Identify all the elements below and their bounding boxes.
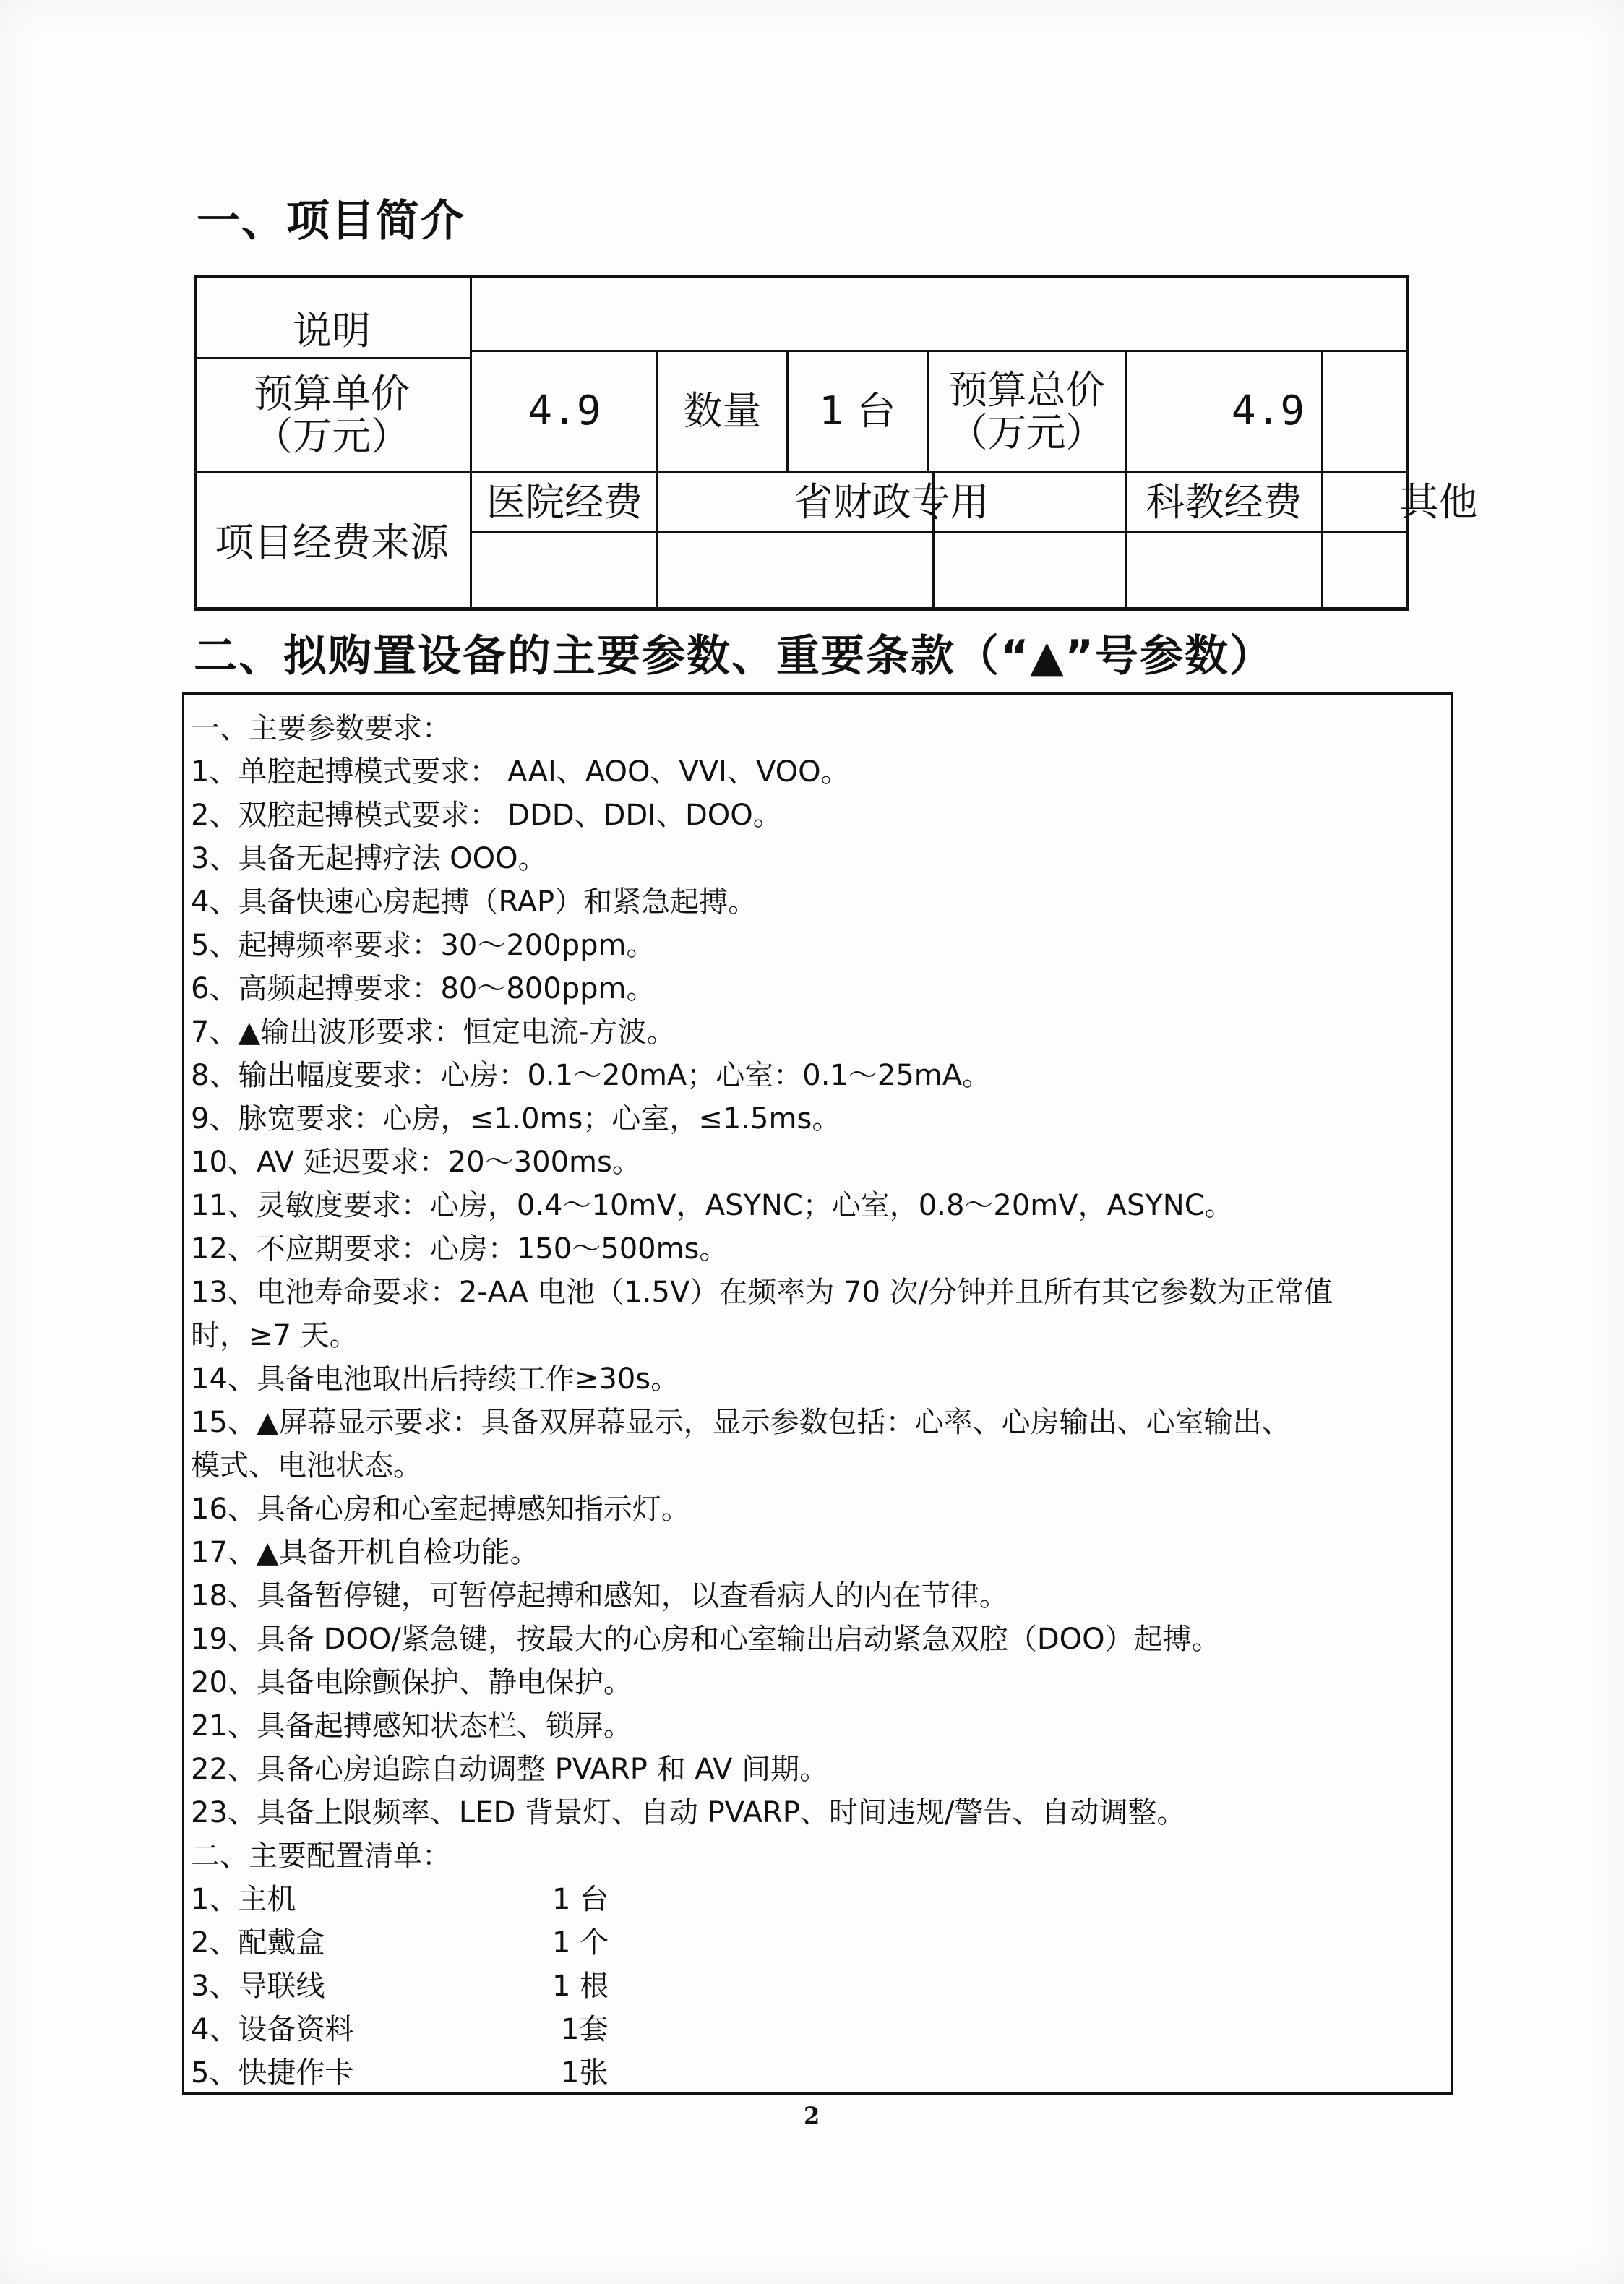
param-item: 18、具备暂停键，可暂停起搏和感知，以查看病人的内在节律。: [191, 1579, 1008, 1613]
project-info-table: [194, 275, 1478, 611]
params-heading: 一、主要参数要求：: [191, 712, 451, 745]
param-item: 15、▲屏幕显示要求：具备双屏幕显示，显示参数包括：心率、心房输出、心室输出、: [191, 1406, 1291, 1439]
quantity-label: 数量: [683, 388, 762, 434]
unit-price-value: 4.9: [528, 387, 601, 435]
param-item: 20、具备电除颤保护、静电保护。: [191, 1666, 632, 1699]
param-item: 4、具备快速心房起搏（RAP）和紧急起搏。: [191, 885, 757, 919]
unit-price-label-line1: 预算单价: [254, 370, 410, 416]
param-item: 19、具备 DOO/紧急键，按最大的心房和心室输出启动紧急双腔（DOO）起搏。: [191, 1623, 1221, 1656]
table-line: [470, 275, 472, 611]
total-price-label-line1: 预算总价: [948, 366, 1105, 413]
unit-price-label: [194, 359, 470, 471]
config-item: [191, 1965, 1448, 2008]
param-item: 10、AV 延迟要求：20～300ms。: [191, 1146, 641, 1179]
fund-source-label: 项目经费来源: [215, 519, 449, 565]
param-item: 14、具备电池取出后持续工作≥30s。: [191, 1362, 680, 1396]
config-item-name: 3、导联线: [191, 1970, 325, 2003]
param-item: 1、单腔起搏模式要求： AAI、AOO、VVI、VOO。: [191, 755, 850, 789]
total-price-value: 4.9: [1231, 387, 1305, 435]
config-heading: 二、主要配置清单：: [191, 1839, 451, 1873]
fund-source-research: 科教经费: [1146, 478, 1302, 525]
config-item-name: 5、快捷作卡: [191, 2056, 354, 2090]
config-item-name: 2、配戴盒: [191, 1926, 325, 1959]
param-item: 2、双腔起搏模式要求： DDD、DDI、DOO。: [191, 799, 782, 832]
fund-source-provincial: 省财政专用: [794, 478, 989, 525]
table-line: [470, 531, 1409, 533]
section-title-project-intro: 一、项目简介: [197, 196, 465, 246]
unit-price-label-line2: （万元）: [254, 413, 410, 459]
config-item-name: 1、主机: [191, 1883, 296, 1916]
param-item: 7、▲输出波形要求：恒定电流-方波。: [191, 1016, 676, 1049]
param-item: 21、具备起搏感知状态栏、锁屏。: [191, 1709, 632, 1743]
section-title-main-params: 二、拟购置设备的主要参数、重要条款（“▲”号参数）: [194, 631, 1275, 682]
config-item-qty: 1张: [561, 2056, 609, 2090]
param-item: 23、具备上限频率、LED 背景灯、自动 PVARP、时间违规/警告、自动调整。: [191, 1796, 1186, 1829]
param-item: 8、输出幅度要求：心房：0.1～20mA；心室：0.1～25mA。: [191, 1059, 992, 1092]
params-list: [191, 707, 1448, 2095]
param-item: 9、脉宽要求：心房，≤1.0ms；心室，≤1.5ms。: [191, 1102, 841, 1135]
page-number: 2: [804, 2102, 820, 2129]
param-item: 5、起搏频率要求：30～200ppm。: [191, 929, 656, 962]
config-item-name: 4、设备资料: [191, 2013, 354, 2046]
config-item-qty: 1 根: [552, 1970, 609, 2003]
desc-value: [473, 275, 1409, 350]
param-item: 12、不应期要求：心房：150～500ms。: [191, 1232, 729, 1266]
param-item: 17、▲具备开机自检功能。: [191, 1536, 539, 1569]
param-item-continued: 时，≥7 天。: [191, 1319, 358, 1352]
fund-source-hospital: 医院经费: [486, 478, 643, 525]
param-item: 6、高频起搏要求：80～800ppm。: [191, 972, 656, 1005]
quantity-value: 1 台: [819, 388, 896, 434]
param-item: 13、电池寿命要求：2-AA 电池（1.5V）在频率为 70 次/分钟并且所有其它参数为正常值: [191, 1276, 1333, 1309]
param-item: 22、具备心房追踪自动调整 PVARP 和 AV 间期。: [191, 1753, 829, 1786]
param-item: 3、具备无起搏疗法 OOO。: [191, 842, 547, 875]
param-item-continued: 模式、电池状态。: [191, 1449, 422, 1482]
config-item-qty: 1 台: [552, 1883, 609, 1916]
param-item: 11、灵敏度要求：心房，0.4～10mV，ASYNC；心室，0.8～20mV，ASYNC。: [191, 1189, 1234, 1222]
config-item: [191, 2051, 1448, 2095]
config-item: [191, 2008, 1448, 2051]
desc-label: 说明: [293, 308, 371, 354]
fund-source-other: 其他: [1399, 478, 1478, 525]
config-item: [191, 1878, 1448, 1921]
total-price-label-line2: （万元）: [948, 410, 1105, 455]
config-item-qty: 1 个: [552, 1926, 609, 1959]
total-price-label: [929, 351, 1125, 471]
param-item: 16、具备心房和心室起搏感知指示灯。: [191, 1493, 690, 1526]
config-item-qty: 1套: [561, 2013, 609, 2046]
config-item: [191, 1921, 1448, 1965]
